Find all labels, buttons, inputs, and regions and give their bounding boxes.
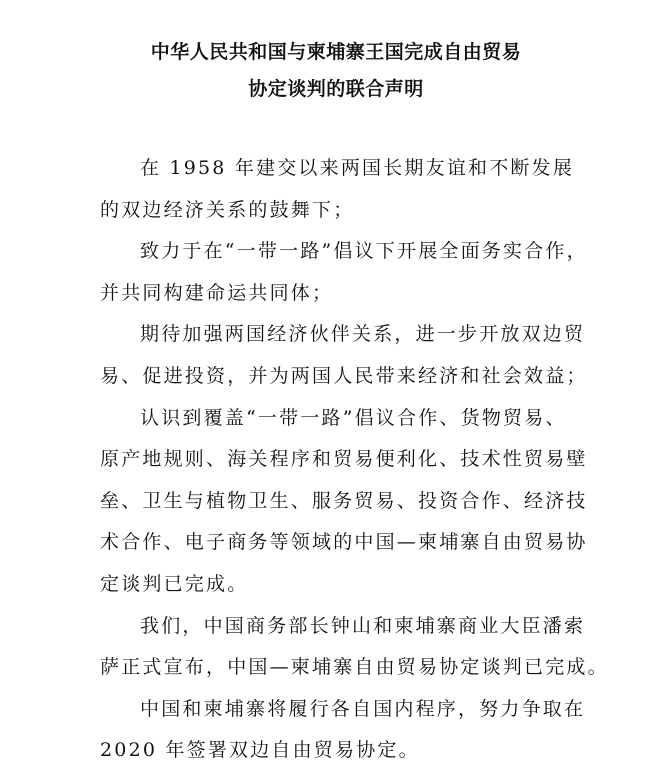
paragraph-line: 易、促进投资，并为两国人民带来经济和社会效益； [100, 364, 588, 387]
paragraph-line: 垒、卫生与植物卫生、服务贸易、投资合作、经济技 [100, 489, 588, 512]
paragraph-line: 我们，中国商务部长钟山和柬埔寨商业大臣潘索 [140, 614, 586, 637]
paragraph-line: 期待加强两国经济伙伴关系，进一步开放双边贸 [140, 323, 586, 346]
paragraph-line: 术合作、电子商务等领域的中国—柬埔寨自由贸易协 [100, 531, 588, 554]
paragraph-line: 并共同构建命运共同体； [100, 281, 334, 304]
paragraph-line: 认识到覆盖“一带一路”倡议合作、货物贸易、 [140, 406, 567, 429]
title-line-1: 中华人民共和国与柬埔寨王国完成自由贸易 [150, 41, 522, 63]
paragraph-line: 致力于在“一带一路”倡议下开展全面务实合作， [140, 240, 588, 263]
paragraph-line: 2020 年签署双边自由贸易协定。 [100, 739, 420, 762]
paragraph-line: 原产地规则、海关程序和贸易便利化、技术性贸易壁 [100, 448, 588, 471]
paragraph-line: 定谈判已完成。 [100, 572, 249, 595]
statement-body [100, 148, 609, 772]
paragraph-line: 在 1958 年建交以来两国长期友谊和不断发展 [140, 157, 575, 179]
paragraph-line: 中国和柬埔寨将履行各自国内程序，努力争取在 [140, 697, 586, 720]
title-line-2: 协定谈判的联合声明 [248, 78, 424, 100]
paragraph-line: 萨正式宣布，中国—柬埔寨自由贸易协定谈判已完成。 [100, 656, 609, 679]
paragraph-line: 的双边经济关系的鼓舞下； [100, 198, 355, 221]
